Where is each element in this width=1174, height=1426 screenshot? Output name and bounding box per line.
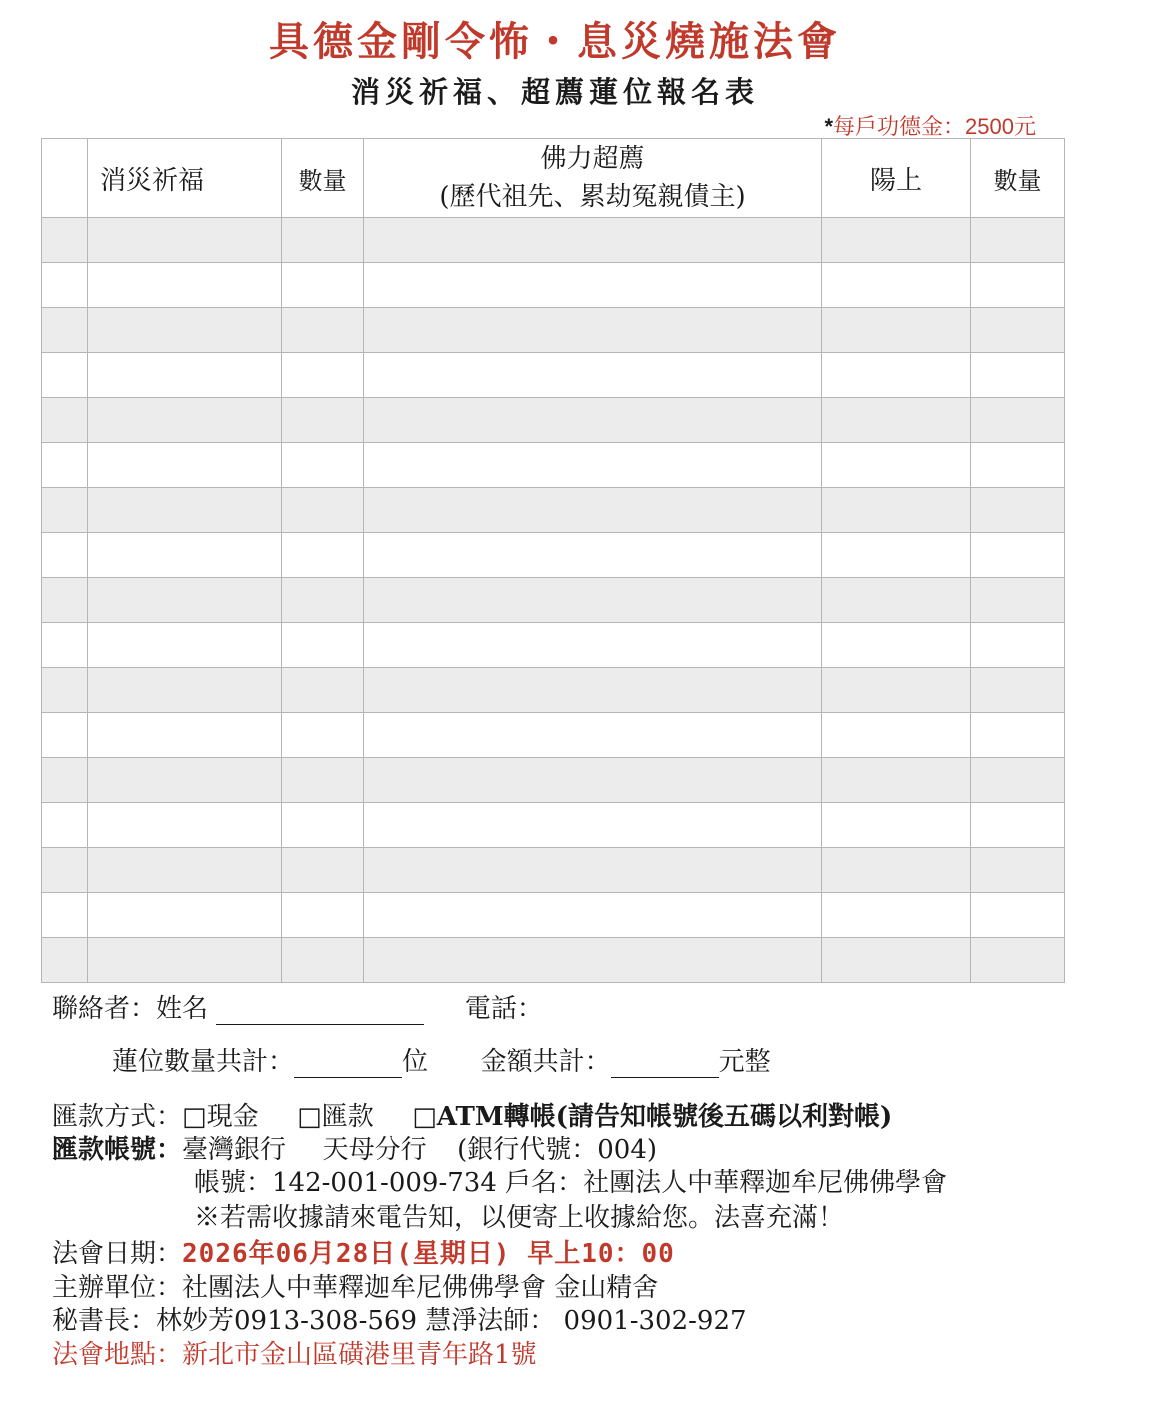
xiaozai-cell[interactable] [88, 308, 282, 353]
payment-method-label: 匯款方式： [52, 1102, 183, 1132]
table-row [42, 218, 1065, 263]
index-cell [42, 893, 88, 938]
totals-line [112, 1041, 771, 1078]
contact-name-field[interactable] [216, 998, 424, 1025]
yangshang-cell[interactable] [822, 758, 971, 803]
header-quantity-1: 數量 [282, 139, 364, 218]
table-row [42, 668, 1065, 713]
chaojian-cell[interactable] [364, 308, 822, 353]
contact-line [52, 988, 543, 1025]
index-cell [42, 938, 88, 983]
index-cell [42, 668, 88, 713]
quantity-2-cell[interactable] [971, 668, 1065, 713]
index-cell [42, 443, 88, 488]
header-xiaozai: 消災祈福 [88, 139, 282, 218]
quantity-1-cell[interactable] [282, 308, 364, 353]
xiaozai-cell[interactable] [88, 443, 282, 488]
organizer-line [52, 1267, 658, 1304]
index-cell [42, 398, 88, 443]
table-row [42, 398, 1065, 443]
quantity-1-cell[interactable] [282, 668, 364, 713]
yangshang-cell[interactable] [822, 578, 971, 623]
yangshang-cell[interactable] [822, 713, 971, 758]
phone-label: 電話： [464, 994, 543, 1024]
table-row [42, 758, 1065, 803]
quantity-2-cell[interactable] [971, 623, 1065, 668]
header-quantity-2: 數量 [971, 139, 1065, 218]
quantity-1-cell[interactable] [282, 218, 364, 263]
xiaozai-cell[interactable] [88, 533, 282, 578]
form-subtitle: 消災祈福、超薦蓮位報名表 [350, 75, 759, 109]
chaojian-cell[interactable] [364, 623, 822, 668]
payment-cash-checkbox[interactable]: □現金 [182, 1102, 259, 1132]
organizer-value: 社團法人中華釋迦牟尼佛佛學會 金山精舍 [182, 1273, 659, 1303]
table-row [42, 893, 1065, 938]
registration-table [41, 138, 1065, 983]
payment-remit-checkbox[interactable]: □匯款 [297, 1102, 374, 1132]
index-cell [42, 488, 88, 533]
quantity-1-cell[interactable] [282, 848, 364, 893]
event-date-value: 2026年06月28日(星期日) 早上10：00 [182, 1239, 675, 1269]
xiaozai-cell[interactable] [88, 263, 282, 308]
quantity-1-cell[interactable] [282, 488, 364, 533]
yangshang-cell[interactable] [822, 443, 971, 488]
index-cell [42, 308, 88, 353]
receipt-note: ※若需收據請來電告知，以便寄上收據給您。法喜充滿！ [194, 1203, 845, 1233]
quantity-1-cell[interactable] [282, 938, 364, 983]
chaojian-cell[interactable] [364, 398, 822, 443]
organizer-label: 主辦單位： [52, 1273, 183, 1303]
yangshang-cell[interactable] [822, 623, 971, 668]
chaojian-cell[interactable] [364, 758, 822, 803]
quantity-1-cell[interactable] [282, 803, 364, 848]
quantity-1-cell[interactable] [282, 533, 364, 578]
account-line [52, 1129, 657, 1166]
event-date-label: 法會日期： [52, 1239, 183, 1269]
secretary-value: 林妙芳0913-308-569 慧淨法師： 0901-302-927 [156, 1306, 747, 1336]
index-cell [42, 578, 88, 623]
bank-branch: 天母分行 [322, 1135, 427, 1165]
index-cell [42, 623, 88, 668]
page-title: 具德金剛令怖・息災燒施法會 [269, 18, 841, 65]
quantity-1-cell[interactable] [282, 623, 364, 668]
xiaozai-cell[interactable] [88, 893, 282, 938]
quantity-2-cell[interactable] [971, 398, 1065, 443]
index-cell [42, 758, 88, 803]
chaojian-cell[interactable] [364, 218, 822, 263]
table-row [42, 803, 1065, 848]
chaojian-cell[interactable] [364, 713, 822, 758]
chaojian-cell[interactable] [364, 668, 822, 713]
yangshang-cell[interactable] [822, 218, 971, 263]
event-date-line [52, 1233, 675, 1270]
index-cell [42, 263, 88, 308]
xiaozai-cell[interactable] [88, 578, 282, 623]
yangshang-cell[interactable] [822, 848, 971, 893]
xiaozai-cell[interactable] [88, 398, 282, 443]
secretary-line [52, 1300, 747, 1337]
quantity-1-cell[interactable] [282, 893, 364, 938]
lotus-unit: 位 [402, 1047, 429, 1077]
xiaozai-cell[interactable] [88, 848, 282, 893]
yangshang-cell[interactable] [822, 668, 971, 713]
yangshang-cell[interactable] [822, 938, 971, 983]
yangshang-cell[interactable] [822, 308, 971, 353]
chaojian-cell[interactable] [364, 578, 822, 623]
xiaozai-cell[interactable] [88, 758, 282, 803]
chaojian-cell[interactable] [364, 353, 822, 398]
quantity-2-cell[interactable] [971, 848, 1065, 893]
header-chaojian-line2: (歷代祖先、累劫冤親債主) [439, 182, 746, 212]
location-label: 法會地點： [52, 1340, 183, 1370]
quantity-1-cell[interactable] [282, 713, 364, 758]
index-cell [42, 803, 88, 848]
quantity-2-cell[interactable] [971, 803, 1065, 848]
account-number: 帳號：142-001-009-734 [194, 1168, 497, 1198]
table-header-row [42, 139, 1065, 218]
quantity-2-cell[interactable] [971, 353, 1065, 398]
quantity-1-cell[interactable] [282, 263, 364, 308]
header-chaojian-line1: 佛力超薦 [540, 144, 645, 174]
quantity-2-cell[interactable] [971, 938, 1065, 983]
yangshang-cell[interactable] [822, 488, 971, 533]
yangshang-cell[interactable] [822, 398, 971, 443]
xiaozai-cell[interactable] [88, 353, 282, 398]
table-row [42, 713, 1065, 758]
quantity-2-cell[interactable] [971, 533, 1065, 578]
bank-name: 臺灣銀行 [182, 1135, 287, 1165]
yangshang-cell[interactable] [822, 353, 971, 398]
bank-code: (銀行代號：004) [457, 1135, 658, 1165]
table-row [42, 533, 1065, 578]
xiaozai-cell[interactable] [88, 803, 282, 848]
chaojian-cell[interactable] [364, 848, 822, 893]
chaojian-cell[interactable] [364, 803, 822, 848]
quantity-1-cell[interactable] [282, 443, 364, 488]
quantity-2-cell[interactable] [971, 263, 1065, 308]
chaojian-cell[interactable] [364, 533, 822, 578]
quantity-2-cell[interactable] [971, 443, 1065, 488]
amount-total-field[interactable] [611, 1051, 719, 1078]
quantity-2-cell[interactable] [971, 218, 1065, 263]
location-value: 新北市金山區磺港里青年路1號 [182, 1340, 537, 1370]
xiaozai-cell[interactable] [88, 713, 282, 758]
quantity-2-cell[interactable] [971, 308, 1065, 353]
header-yangshang: 陽上 [822, 139, 971, 218]
secretary-label: 秘書長： [52, 1306, 157, 1336]
quantity-2-cell[interactable] [971, 578, 1065, 623]
xiaozai-cell[interactable] [88, 938, 282, 983]
quantity-2-cell[interactable] [971, 893, 1065, 938]
header-index-cell [42, 139, 88, 218]
lotus-total-field[interactable] [294, 1051, 402, 1078]
table-row [42, 578, 1065, 623]
quantity-2-cell[interactable] [971, 713, 1065, 758]
amount-total-label: 金額共計： [480, 1047, 611, 1077]
chaojian-cell[interactable] [364, 443, 822, 488]
quantity-1-cell[interactable] [282, 353, 364, 398]
yangshang-cell[interactable] [822, 533, 971, 578]
registration-table-body [42, 218, 1065, 983]
quantity-1-cell[interactable] [282, 398, 364, 443]
index-cell [42, 533, 88, 578]
quantity-2-cell[interactable] [971, 488, 1065, 533]
payment-method-line [52, 1096, 892, 1133]
fee-note [824, 110, 1036, 141]
asterisk-icon: * [824, 114, 834, 139]
index-cell [42, 848, 88, 893]
account-holder: 戶名：社團法人中華釋迦牟尼佛佛學會 [505, 1168, 948, 1198]
xiaozai-cell[interactable] [88, 668, 282, 713]
index-cell [42, 353, 88, 398]
table-row [42, 443, 1065, 488]
contact-name-label: 聯絡者：姓名 [52, 994, 209, 1024]
table-row [42, 623, 1065, 668]
chaojian-cell[interactable] [364, 893, 822, 938]
table-row [42, 938, 1065, 983]
quantity-2-cell[interactable] [971, 758, 1065, 803]
index-cell [42, 713, 88, 758]
table-row [42, 353, 1065, 398]
table-row [42, 308, 1065, 353]
chaojian-cell[interactable] [364, 938, 822, 983]
chaojian-cell[interactable] [364, 488, 822, 533]
quantity-1-cell[interactable] [282, 758, 364, 803]
table-row [42, 848, 1065, 893]
fee-text: 每戶功德金：2500元 [833, 114, 1036, 139]
account-label: 匯款帳號： [52, 1135, 183, 1165]
payment-atm-checkbox[interactable]: □ATM轉帳(請告知帳號後五碼以利對帳) [412, 1102, 893, 1132]
index-cell [42, 218, 88, 263]
amount-unit: 元整 [718, 1047, 771, 1077]
yangshang-cell[interactable] [822, 263, 971, 308]
xiaozai-cell[interactable] [88, 488, 282, 533]
lotus-total-label: 蓮位數量共計： [112, 1047, 295, 1077]
location-line [52, 1334, 537, 1371]
account-number-line [194, 1162, 947, 1199]
table-row [42, 488, 1065, 533]
header-chaojian [364, 139, 822, 218]
yangshang-cell[interactable] [822, 893, 971, 938]
xiaozai-cell[interactable] [88, 623, 282, 668]
xiaozai-cell[interactable] [88, 218, 282, 263]
table-row [42, 263, 1065, 308]
chaojian-cell[interactable] [364, 263, 822, 308]
yangshang-cell[interactable] [822, 803, 971, 848]
quantity-1-cell[interactable] [282, 578, 364, 623]
